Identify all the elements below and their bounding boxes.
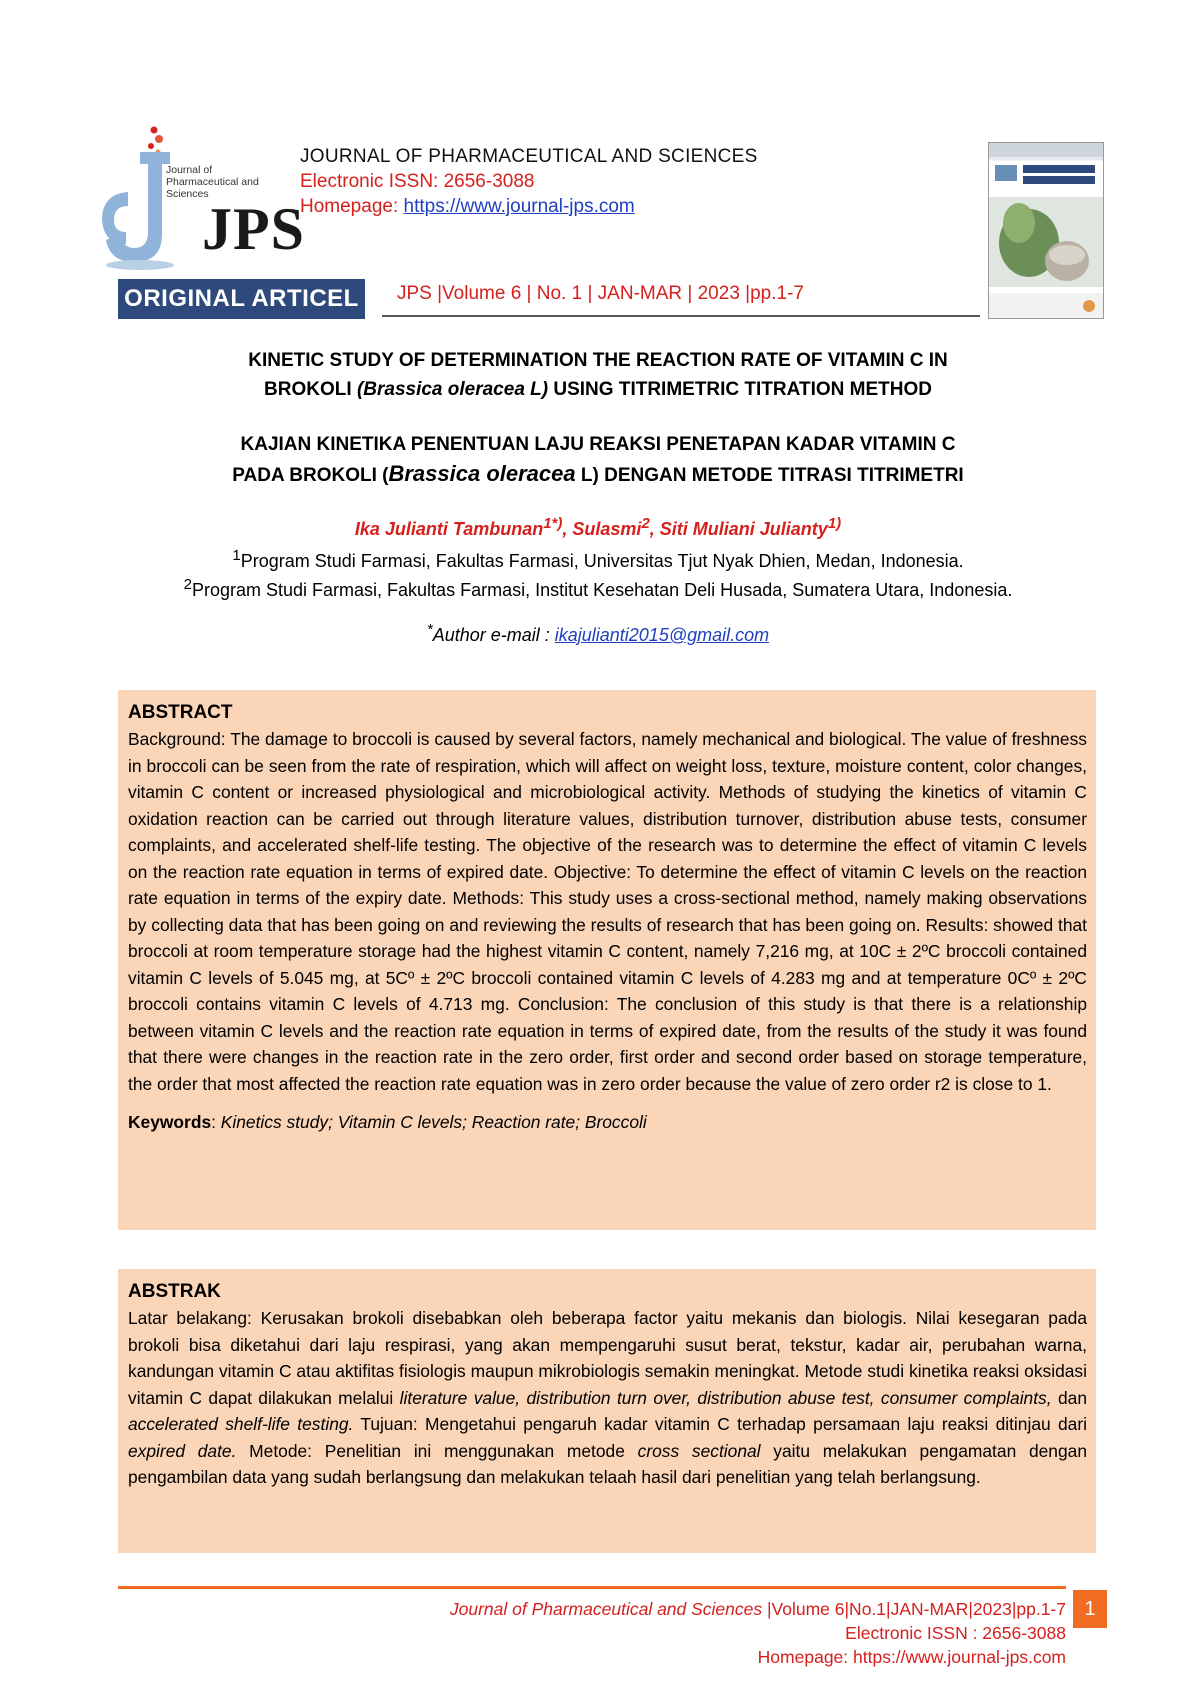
- abstrak-part-1: Latar belakang: Kerusakan brokoli disebabkan oleh beberapa factor yaitu mekanis dan biologis. Nilai kesegaran pada brokoli bisa diketahui dari laju respirasi, yang akan mempengaruhi susut berat, tekstur, kadar air, perubahan warna, kandungan vitamin C atau aktifitas fisiologis maupun mikrobiologis semakin meningkat. Metode studi kinetika reaksi oksidasi vitamin C dapat dilakukan melalui: [128, 1308, 1087, 1408]
- affiliation-2: [118, 573, 1078, 602]
- footer-divider: [118, 1586, 1066, 1589]
- abstrak-italic-3: expired date.: [128, 1440, 237, 1461]
- title-en-line2: [118, 375, 1078, 404]
- title-en-line1: KINETIC STUDY OF DETERMINATION THE REACTION RATE OF VITAMIN C IN: [248, 350, 948, 371]
- title-en-line2-b: USING TITRIMETRIC TITRATION METHOD: [548, 379, 932, 400]
- journal-homepage: [300, 194, 758, 219]
- abstrak-italic-4: cross sectional: [637, 1440, 761, 1461]
- author-3: , Siti Muliani Julianty: [649, 519, 828, 539]
- affiliation-2-sup: 2: [183, 576, 192, 593]
- affiliation-1: [118, 544, 1078, 573]
- abstrak-part-2: dan: [1051, 1387, 1087, 1408]
- footer-issue: |Volume 6|No.1|JAN-MAR|2023|pp.1-7: [762, 1599, 1066, 1619]
- journal-header: [300, 144, 758, 219]
- abstrak-italic-2: accelerated shelf-life testing.: [128, 1414, 354, 1434]
- title-id-species: Brassica oleracea: [388, 461, 576, 486]
- abstrak-part-3: Tujuan: Mengetahui pengaruh kadar vitamin C terhadap persamaan laju reaksi ditinjau dari: [353, 1414, 1087, 1434]
- footer-homepage[interactable]: Homepage: https://www.journal-jps.com: [757, 1647, 1066, 1667]
- abstract-body: Background: The damage to broccoli is caused by several factors, namely mechanical and biological. The value of freshness in broccoli can be seen from the rate of respiration, which will affect on weight loss, texture, moisture content, color changes, vitamin C content or increased physiological and microbiological activity. Methods of studying the kinetics of vitamin C oxidation reaction can be carried out through literature values, distribution turnover, distribution abuse tests, consumer complaints, and accelerated shelf-life testing. The objective of the research was to determine the effect of vitamin C levels on the reaction rate equation in terms of expired date. Objective: To determine the effect of vitamin C levels on the reaction rate equation in terms of the expiry date. Methods: This study uses a cross-sectional method, namely making observations by collecting data that has been going on and reviewing the results of research that has been going on. Results: showed that broccoli at room temperature storage had the highest vitamin C content, namely 7,216 mg, at 10C ± 2ºC broccoli contained vitamin C levels of 5.045 mg, at 5Cº ± 2ºC broccoli contained vitamin C levels of 4.283 mg and at temperature 0Cº ± 2ºC broccoli contains vitamin C levels of 4.713 mg. Conclusion: The conclusion of this study is that there is a relationship between vitamin C levels and the reaction rate equation in terms of expired date, from the results of the study it was found that there were changes in the reaction rate in the zero order, first order and second order based on storage temperature, the order that most affected the reaction rate equation was in zero order because the value of zero order r2 is close to 1.: [128, 729, 1087, 1094]
- logo-subtext: Journal of Pharmaceutical and Sciences: [166, 164, 259, 200]
- abstrak-italic-1: literature value, distribution turn over, distribution abuse test, consumer complaints,: [399, 1387, 1052, 1408]
- cover-illustration-icon: [989, 143, 1103, 318]
- title-id-line2-a: PADA BROKOLI (: [232, 465, 389, 486]
- logo-text: JPS: [202, 196, 306, 262]
- footer-citation: [450, 1597, 1066, 1621]
- volume-line: JPS |Volume 6 | No. 1 | JAN-MAR | 2023 |pp.1-7: [397, 283, 804, 304]
- abstrak-part-5: yaitu melakukan pengamatan dengan pengambilan data yang sudah berlangsung dan melakukan telaah hasil dari penelitian yang telah berlangsung.: [128, 1440, 1087, 1487]
- email-label: Author e-mail :: [432, 625, 555, 645]
- email-sup: *: [426, 621, 433, 638]
- abstrak-body: [128, 1305, 1087, 1491]
- title-id-line2-b: L) DENGAN METODE TITRASI TITRIMETRI: [575, 465, 964, 486]
- abstract-indonesian-box: [118, 1269, 1096, 1553]
- author-email-line: [118, 621, 1078, 646]
- homepage-link[interactable]: https://www.journal-jps.com: [403, 196, 635, 217]
- author-email-link[interactable]: ikajulianti2015@gmail.com: [554, 625, 770, 645]
- journal-name: JOURNAL OF PHARMACEUTICAL AND SCIENCES: [300, 146, 758, 167]
- footer-journal: Journal of Pharmaceutical and Sciences: [449, 1599, 763, 1619]
- keywords-label: Keywords: [128, 1112, 212, 1132]
- journal-cover-image: [988, 142, 1104, 319]
- affiliation-1-text: Program Studi Farmasi, Fakultas Farmasi, Universitas Tjut Nyak Dhien, Medan, Indonesia.: [240, 551, 964, 571]
- author-3-sup: 1): [827, 515, 842, 532]
- affiliations: [118, 544, 1078, 602]
- keywords-line: Keywords: Kinetics study; Vitamin C levels; Reaction rate; Broccoli: [128, 1112, 647, 1132]
- header-divider: [382, 315, 980, 317]
- author-2-sup: 2: [641, 515, 650, 532]
- affiliation-1-sup: 1: [232, 547, 241, 564]
- abstract-heading: ABSTRACT: [128, 702, 233, 723]
- abstrak-heading: ABSTRAK: [128, 1281, 221, 1302]
- title-en-line2-a: BROKOLI: [264, 379, 357, 400]
- title-english: [118, 346, 1078, 404]
- abstract-english-box: [118, 690, 1096, 1230]
- author-list: [118, 515, 1078, 540]
- title-id-line2: [118, 459, 1078, 490]
- keywords-text: Kinetics study; Vitamin C levels; Reaction rate; Broccoli: [220, 1112, 647, 1132]
- abstrak-part-4: Metode: Penelitian ini menggunakan metode: [236, 1440, 638, 1461]
- title-indonesian: [118, 430, 1078, 490]
- affiliation-2-text: Program Studi Farmasi, Fakultas Farmasi, Institut Kesehatan Deli Husada, Sumatera Utara, Indonesia.: [191, 580, 1013, 600]
- page-footer: [450, 1597, 1066, 1669]
- author-2: , Sulasmi: [562, 519, 642, 539]
- author-1: Ika Julianti Tambunan: [354, 519, 544, 539]
- homepage-label: Homepage:: [300, 196, 404, 217]
- article-type-badge: ORIGINAL ARTICEL: [118, 279, 365, 319]
- page-number: 1: [1073, 1590, 1107, 1628]
- journal-issn: Electronic ISSN: 2656-3088: [300, 171, 535, 192]
- title-id-line1: KAJIAN KINETIKA PENENTUAN LAJU REAKSI PENETAPAN KADAR VITAMIN C: [240, 434, 956, 455]
- author-1-sup: 1*): [543, 515, 563, 532]
- footer-issn: Electronic ISSN : 2656-3088: [845, 1623, 1066, 1643]
- title-en-species: (Brassica oleracea L): [356, 379, 549, 400]
